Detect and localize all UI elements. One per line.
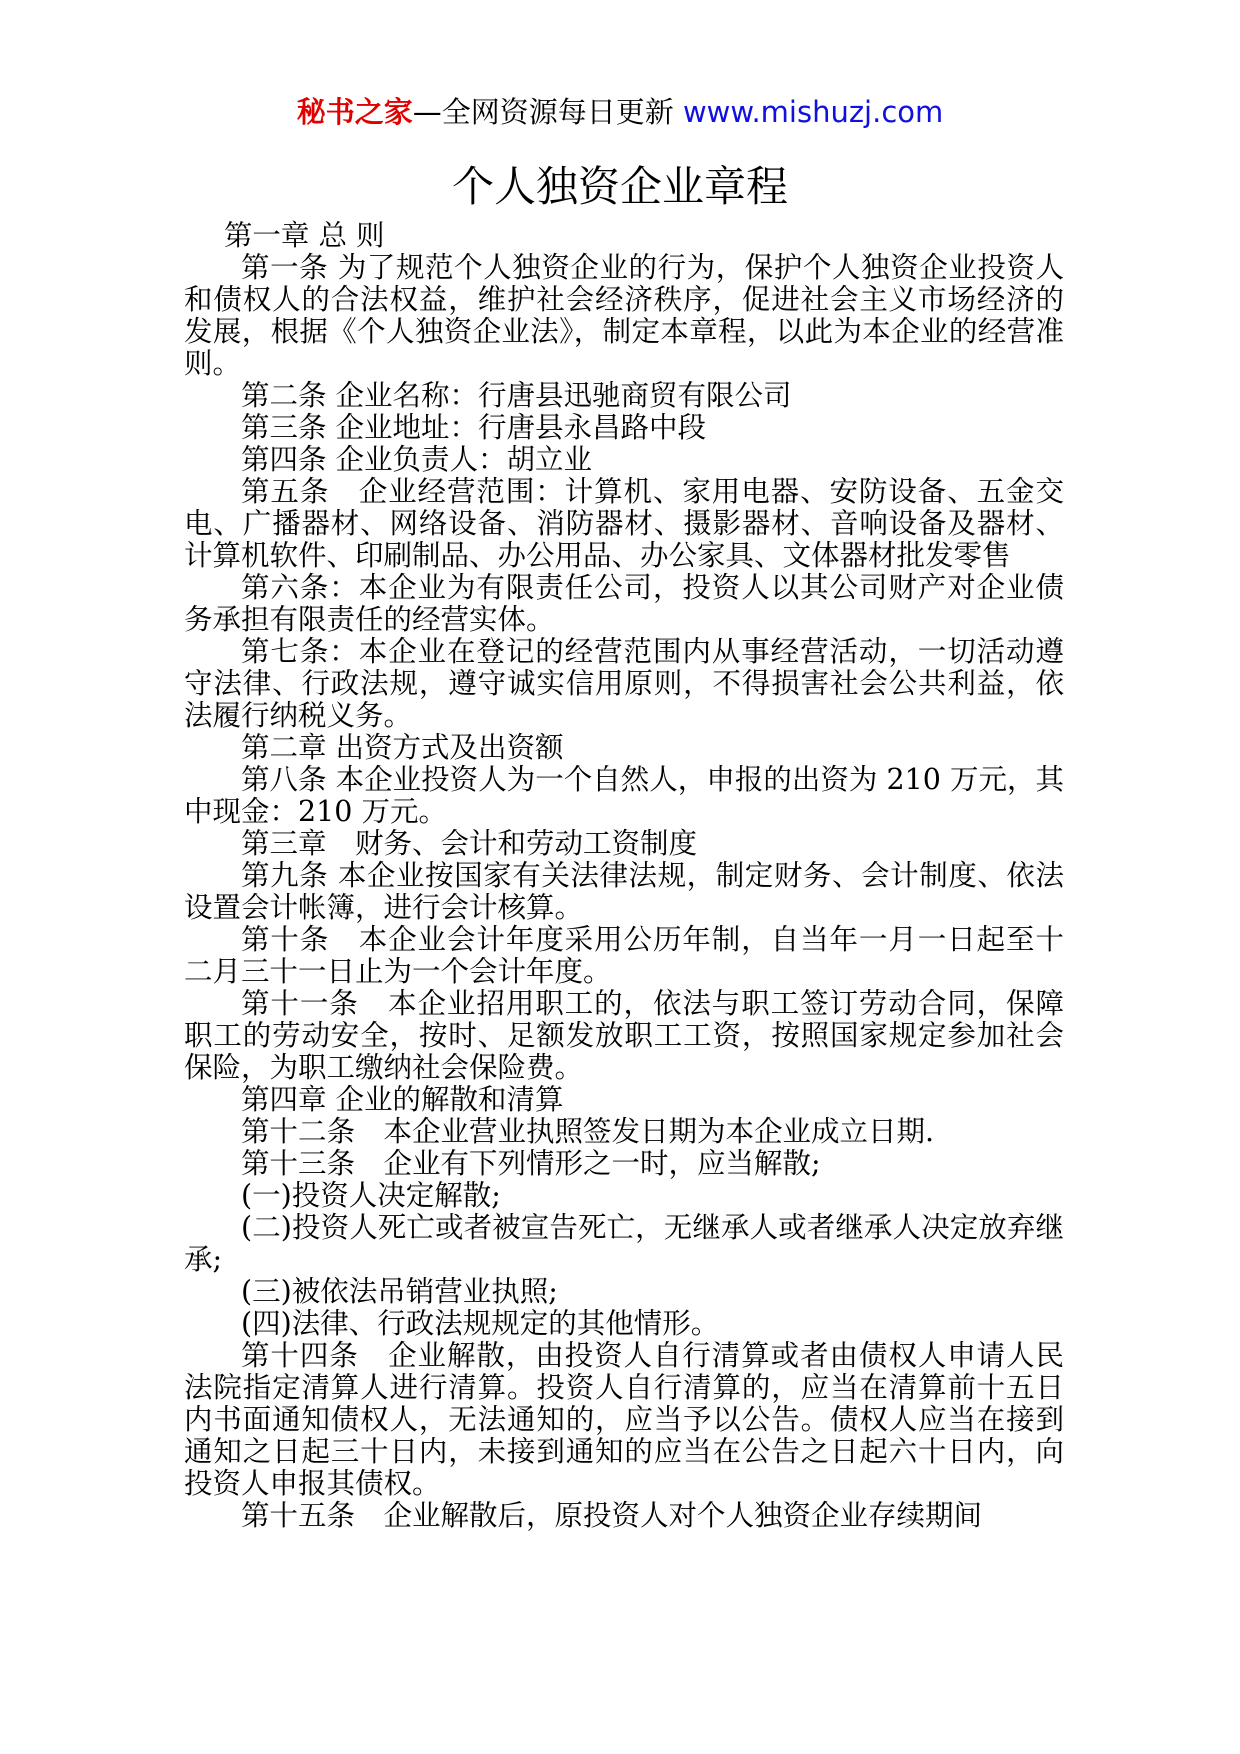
- article-paragraph: 第八条 本企业投资人为一个自然人，申报的出资为 210 万元，其中现金：210 万元。: [184, 763, 1064, 828]
- document-body: [184, 220, 1064, 1532]
- list-item: (一)投资人决定解散;: [241, 1179, 501, 1212]
- document-title: 个人独资企业章程: [451, 162, 788, 211]
- article-paragraph: 第六条：本企业为有限责任公司，投资人以其公司财产对企业债务承担有限责任的经营实体。: [184, 571, 1064, 636]
- article-paragraph: 第十四条 企业解散，由投资人自行清算或者由债权人申请人民法院指定清算人进行清算。投资人自行清算的，应当在清算前十五日内书面通知债权人，无法通知的，应当予以公告。债权人应当在接到通知之日起三十日内，未接到通知的应当在公告之日起六十日内，向投资人申报其债权。: [184, 1339, 1064, 1500]
- article-paragraph: 第十三条 企业有下列情形之一时，应当解散;: [241, 1147, 821, 1180]
- article-paragraph: 第十条 本企业会计年度采用公历年制，自当年一月一日起至十二月三十一日止为一个会计年度。: [184, 923, 1064, 988]
- chapter-heading: 第四章 企业的解散和清算: [241, 1083, 564, 1116]
- site-brand: 秘书之家: [296, 95, 413, 129]
- site-banner: [0, 92, 1240, 132]
- list-item: (四)法律、行政法规规定的其他情形。: [241, 1307, 720, 1340]
- article-paragraph: 第五条 企业经营范围：计算机、家用电器、安防设备、五金交电、广播器材、网络设备、消防器材、摄影器材、音响设备及器材、计算机软件、印刷制品、办公用品、办公家具、文体器材批发零售: [184, 475, 1064, 572]
- article-paragraph: 第十二条 本企业营业执照签发日期为本企业成立日期.: [241, 1115, 935, 1148]
- article-paragraph: 第七条：本企业在登记的经营范围内从事经营活动，一切活动遵守法律、行政法规，遵守诚实信用原则，不得损害社会公共利益，依法履行纳税义务。: [184, 635, 1064, 732]
- article-paragraph: 第二条 企业名称：行唐县迅驰商贸有限公司: [241, 379, 792, 412]
- chapter-heading: 第一章 总 则: [223, 219, 385, 252]
- article-paragraph: 第十五条 企业解散后，原投资人对个人独资企业存续期间: [241, 1499, 983, 1532]
- list-item: (三)被依法吊销营业执照;: [241, 1275, 558, 1308]
- list-item: (二)投资人死亡或者被宣告死亡，无继承人或者继承人决定放弃继承;: [184, 1211, 1064, 1276]
- chapter-heading: 第二章 出资方式及出资额: [241, 731, 564, 764]
- article-paragraph: 第四条 企业负责人：胡立业: [241, 443, 593, 476]
- site-url-link[interactable]: www.mishuzj.com: [682, 95, 944, 129]
- article-paragraph: 第三条 企业地址：行唐县永昌路中段: [241, 411, 707, 444]
- chapter-heading: 第三章 财务、会计和劳动工资制度: [241, 827, 698, 860]
- article-paragraph: 第九条 本企业按国家有关法律法规，制定财务、会计制度、依法设置会计帐簿，进行会计核算。: [184, 859, 1064, 924]
- article-paragraph: 第一条 为了规范个人独资企业的行为，保护个人独资企业投资人和债权人的合法权益，维护社会经济秩序，促进社会主义市场经济的发展，根据《个人独资企业法》，制定本章程，以此为本企业的经营准则。: [184, 251, 1064, 380]
- site-tagline: —全网资源每日更新: [412, 95, 674, 129]
- article-paragraph: 第十一条 本企业招用职工的，依法与职工签订劳动合同，保障职工的劳动安全，按时、足额发放职工工资，按照国家规定参加社会保险，为职工缴纳社会保险费。: [184, 987, 1064, 1084]
